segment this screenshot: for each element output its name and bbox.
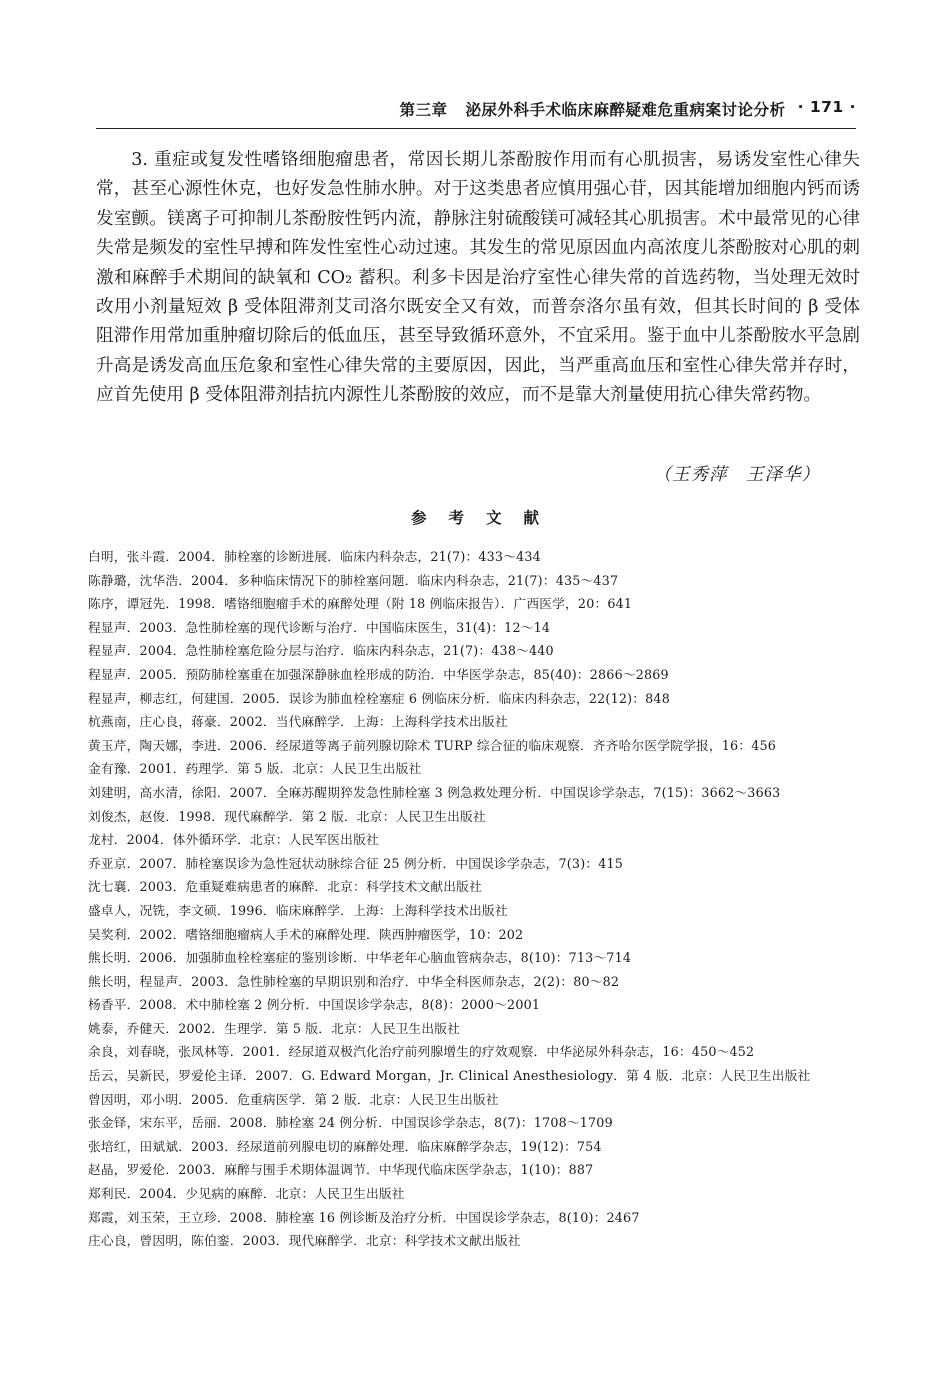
reference-item: 余良，刘春晓，张凤林等．2001．经尿道双极汽化治疗前列腺增生的疗效观察．中华泌尿外科杂志，16：450～452: [88, 1044, 755, 1060]
reference-item: 杭燕南，庄心良，蒋豪．2002．当代麻醉学．上海：上海科学技术出版社: [88, 714, 508, 730]
reference-item: 姚泰，乔健天．2002．生理学．第 5 版．北京：人民卫生出版社: [88, 1020, 461, 1036]
reference-item: 程显声．2003．急性肺栓塞的现代诊断与治疗．中国临床医生，31(4)：12～14: [88, 619, 551, 635]
reference-item: 刘俊杰，赵俊．1998．现代麻醉学．第 2 版．北京：人民卫生出版社: [88, 808, 486, 824]
reference-item: 龙村．2004．体外循环学．北京：人民军医出版社: [88, 832, 379, 848]
reference-item: 陈序，谭冠先．1998．嗜铬细胞瘤手术的麻醉处理（附 18 例临床报告）．广西医学，20：641: [88, 596, 633, 612]
reference-item: 岳云，吴新民，罗爱伦主译．2007．G. Edward Morgan，Jr. Clinical Anesthesiology．第 4 版．北京：人民卫生出版社: [88, 1068, 811, 1084]
reference-item: 程显声，柳志红，何建国．2005．误诊为肺血栓栓塞症 6 例临床分析．临床内科杂志，22(12)：848: [88, 690, 670, 706]
reference-item: 庄心良，曾因明，陈伯銮．2003．现代麻醉学．北京：科学技术文献出版社: [88, 1233, 521, 1249]
reference-item: 乔亚京．2007．肺栓塞误诊为急性冠状动脉综合征 25 例分析．中国误诊学杂志，7(3)：415: [88, 855, 624, 871]
chapter-label: 第三章: [399, 101, 448, 119]
reference-item: 金有豫．2001．药理学．第 5 版．北京：人民卫生出版社: [88, 761, 422, 777]
reference-item: 白明，张斗霞．2004．肺栓塞的诊断进展．临床内科杂志，21(7)：433～434: [88, 549, 541, 564]
reference-item: 郑利民．2004．少见病的麻醉．北京：人民卫生出版社: [88, 1186, 405, 1202]
reference-item: 张培红，田斌斌．2003．经尿道前列腺电切的麻醉处理．临床麻醉学杂志，19(12)：754: [88, 1138, 602, 1154]
reference-item: 曾因明，邓小明．2005．危重病医学．第 2 版．北京：人民卫生出版社: [88, 1091, 499, 1107]
case-authors: （王秀萍 王泽华）: [653, 465, 820, 485]
references-heading: 参考文献: [410, 509, 561, 527]
reference-item: 陈静璐，沈华浩．2004．多种临床情况下的肺栓塞问题．临床内科杂志，21(7)：435～437: [88, 572, 619, 588]
reference-item: 张金铎，宋东平，岳丽．2008．肺栓塞 24 例分析．中国误诊学杂志，8(7)：1708～1709: [88, 1115, 613, 1131]
body-paragraph: 3. 重症或复发性嗜铬细胞瘤患者，常因长期儿茶酚胺作用而有心肌损害，易诱发室性心律失常，甚至心源性休克，也好发急性肺水肿。对于这类患者应慎用强心苷，因其能增加细胞内钙而诱发室颤。镁离子可抑制儿茶酚胺性钙内流，静脉注射硫酸镁可减轻其心肌损害。术中最常见的心律失常是频发的室性早搏和阵发性室性心动过速。其发生的常见原因血内高浓度儿茶酚胺对心肌的刺激和麻醉手术期间的缺氧和 CO₂ 蓄积。利多卡因是治疗室性心律失常的首选药物，当处理无效时改用小剂量短效 β 受体阻滞剂艾司洛尔既安全又有效，而普奈洛尔虽有效，但其长时间的 β 受体阻滞作用常加重肿瘤切除后的低血压，甚至导致循环意外，不宜采用。鉴于血中儿茶酚胺水平急剧升高是诱发高血压危象和室性心律失常的主要原因，因此，当严重高血压和室性心律失常并存时，应首先使用 β 受体阻滞剂拮抗内源性儿茶酚胺的效应，而不是靠大剂量使用抗心律失常药物。: [96, 150, 860, 406]
reference-item: 熊长明，程显声．2003．急性肺栓塞的早期识别和治疗．中华全科医师杂志，2(2)：80～82: [88, 973, 620, 989]
reference-item: 刘建明，高水清，徐阳．2007．全麻苏醒期猝发急性肺栓塞 3 例急救处理分析．中国误诊学杂志，7(15)：3662～3663: [88, 784, 781, 800]
reference-item: 程显声．2004．急性肺栓塞危险分层与治疗．临床内科杂志，21(7)：438～440: [88, 643, 554, 659]
reference-list: [88, 545, 868, 1253]
reference-item: 盛卓人，况铣，李文硕．1996．临床麻醉学．上海：上海科学技术出版社: [88, 902, 508, 918]
reference-item: 赵晶，罗爱伦．2003．麻醉与围手术期体温调节．中华现代临床医学杂志，1(10)：887: [88, 1162, 594, 1178]
running-header: [96, 98, 856, 129]
reference-item: 沈七襄．2003．危重疑难病患者的麻醉．北京：科学技术文献出版社: [88, 879, 482, 895]
reference-item: 黄玉芹，陶天娜，李进．2006．经尿道等离子前列腺切除术 TURP 综合征的临床观察．齐齐哈尔医学院学报，16：456: [88, 737, 777, 753]
reference-item: 熊长明．2006．加强肺血栓栓塞症的鉴别诊断．中华老年心脑血管病杂志，8(10)：713～714: [88, 950, 632, 966]
page-number: · 171 ·: [797, 98, 856, 116]
reference-item: 吴奖利．2002．嗜铬细胞瘤病人手术的麻醉处理．陕西肿瘤医学，10：202: [88, 926, 524, 942]
reference-item: 郑霞，刘玉荣，王立珍．2008．肺栓塞 16 例诊断及治疗分析．中国误诊学杂志，8(10)：2467: [88, 1209, 640, 1225]
reference-item: 程显声．2005．预防肺栓塞重在加强深静脉血栓形成的防治．中华医学杂志，85(40)：2866～2869: [88, 666, 669, 682]
reference-item: 杨香平．2008．术中肺栓塞 2 例分析．中国误诊学杂志，8(8)：2000～2001: [88, 997, 541, 1013]
chapter-title: 泌尿外科手术临床麻醉疑难危重病案讨论分析: [465, 101, 786, 119]
